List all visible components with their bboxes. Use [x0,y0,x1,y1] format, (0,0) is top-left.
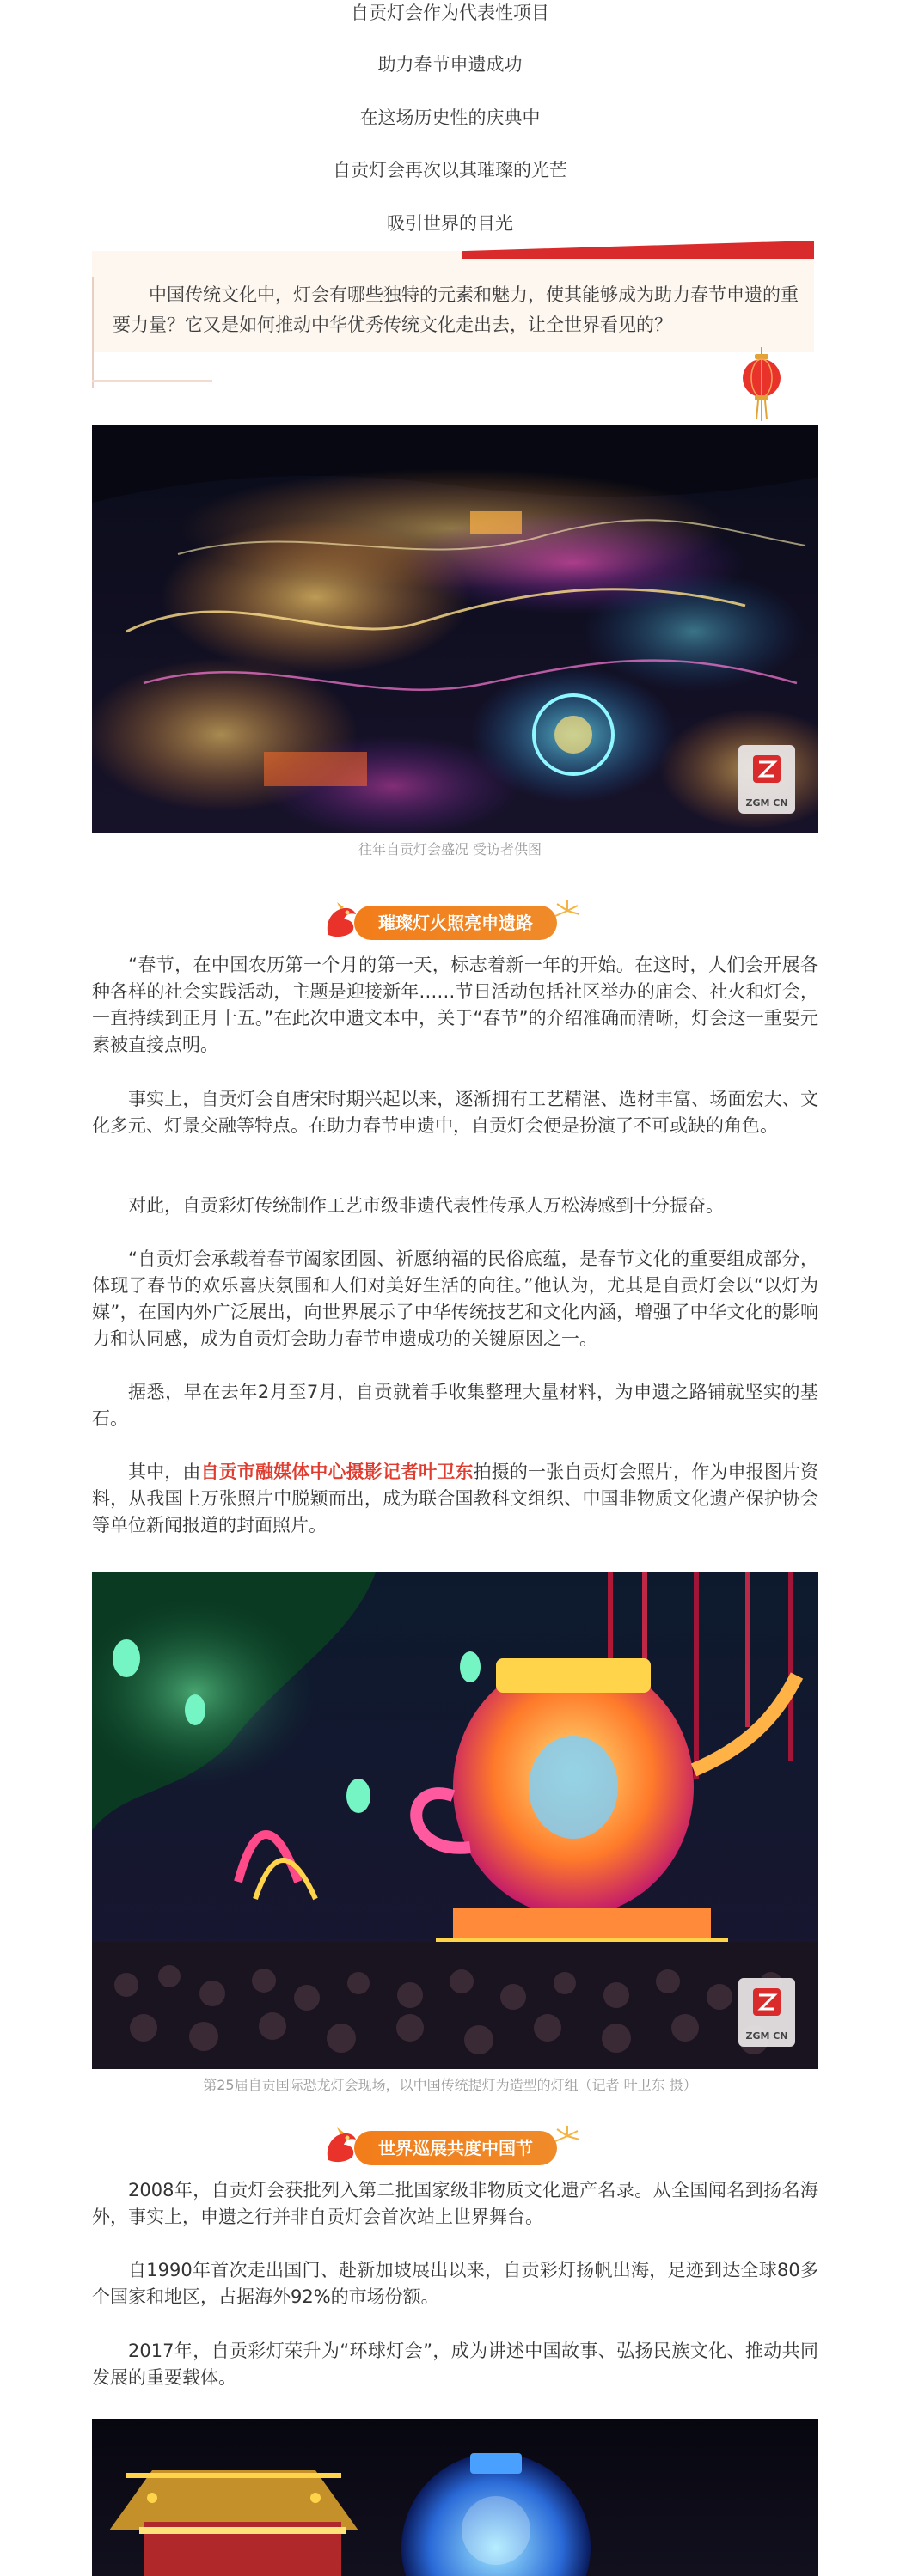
paragraph-2008: 2008年，自贡灯会获批列入第二批国家级非物质文化遗产名录。从全国闻名到扬名海外，事实上，申遗之行并非自贡灯会首次站上世界舞台。 [92,2180,818,2227]
firework-icon [550,899,585,923]
intro-line-5: 吸引世界的目光 [387,213,513,234]
intro-line-1: 自贡灯会作为代表性项目 [351,3,549,23]
paragraph-preparation: 据悉，早在去年2月至7月，自贡就着手收集整理大量材料，为申遗之路铺就坚实的基石。 [92,1382,818,1429]
palace-lantern-photo [92,2419,818,2576]
lantern-icon [739,347,784,421]
photo-para-after: 拍摄的一张自贡灯会照片，作为申报图片资料，从我国上万张照片中脱颖而出，成为联合国教科文组织、中国非物质文化遗产保护协会等单位新闻报道的封面照片。 [92,1462,819,1535]
photo2-watermark [738,1978,795,2047]
firework-icon [550,2124,585,2148]
question-text: 中国传统文化中，灯会有哪些独特的元素和魅力，使其能够成为助力春节申遗的重要力量？它又是如何推动中华优秀传统文化走出去，让全世界看见的？ [113,284,799,335]
paragraph-chunjie-definition: “春节，在中国农历第一个月的第一天，标志着新一年的开始。在这时，人们会开展各种各样的社会实践活动，主题是迎接新年……节日活动包括社区举办的庙会、社火和灯会，一直持续到正月十五。”在此次申遗文本中，关于“春节”的介绍准确而清晰，灯会这一重要元素被直接点明。 [92,955,818,1055]
red-accent-bar [462,241,814,259]
lantern-festival-aerial-photo [92,425,818,833]
watermark-text: ZGM CN [745,797,788,809]
watermark-text-2: ZGM CN [745,2030,788,2042]
paragraph-quote: “自贡灯会承载着春节阖家团圆、祈愿纳福的民俗底蕴，是春节文化的重要组成部分，体现了春节的欢乐喜庆氛围和人们对美好生活的向往。”他认为，尤其是自贡灯会以“以灯为媒”，在国内外广泛展出，向世界展示了中华传统技艺和文化内涵，增强了中华文化的影响力和认同感，成为自贡灯会助力春节申遗成功的关键原因之一。 [92,1248,818,1349]
paragraph-1990: 自1990年首次走出国门、赴新加坡展出以来，自贡彩灯扬帆出海，足迹到达全球80多个国家和地区，占据海外92%的市场份额。 [92,2260,818,2307]
palace-scene-graphic [92,2419,818,2576]
intro-line-3: 在这场历史性的庆典中 [359,107,541,128]
intro-line-2: 助力春节申遗成功 [377,54,523,75]
photo-para-before: 其中，由 [128,1462,201,1482]
photo-watermark [738,745,795,814]
teapot-lantern-photo [92,1572,818,2069]
photo1-caption: 往年自贡灯会盛况 受访者供图 [358,841,542,858]
card-left-rule [92,277,94,388]
photo2-caption: 第25届自贡国际恐龙灯会现场，以中国传统提灯为造型的灯组（记者 叶卫东 摄） [203,2077,697,2093]
paragraph-photo-selection [92,1459,818,1539]
photographer-highlight: 自贡市融媒体中心摄影记者叶卫东 [200,1462,474,1482]
aerial-scene-graphic [92,425,818,833]
intro-line-4: 自贡灯会再次以其璀璨的光芒 [333,160,567,180]
paragraph-2017: 2017年，自贡彩灯荣升为“环球灯会”，成为讲述中国故事、弘扬民族文化、推动共同发展的重要载体。 [92,2341,818,2388]
section-header-2 [318,2122,593,2170]
question-card [92,251,814,388]
watermark-logo-icon [751,754,782,784]
card-bottom-rule [92,380,212,382]
paragraph-inheritor: 对此，自贡彩灯传统制作工艺市级非遗代表性传承人万松涛感到十分振奋。 [128,1195,724,1216]
teapot-scene-graphic [92,1572,818,2069]
section-title-2: 世界巡展共度中国节 [354,2131,557,2165]
section-title-1: 璀璨灯火照亮申遗路 [354,906,557,940]
section-header-1 [318,897,593,945]
watermark-logo-icon [751,1987,782,2017]
paragraph-zigong-history: 事实上，自贡灯会自唐宋时期兴起以来，逐渐拥有工艺精湛、选材丰富、场面宏大、文化多元、灯景交融等特点。在助力春节申遗中，自贡灯会便是扮演了不可或缺的角色。 [92,1089,818,1136]
